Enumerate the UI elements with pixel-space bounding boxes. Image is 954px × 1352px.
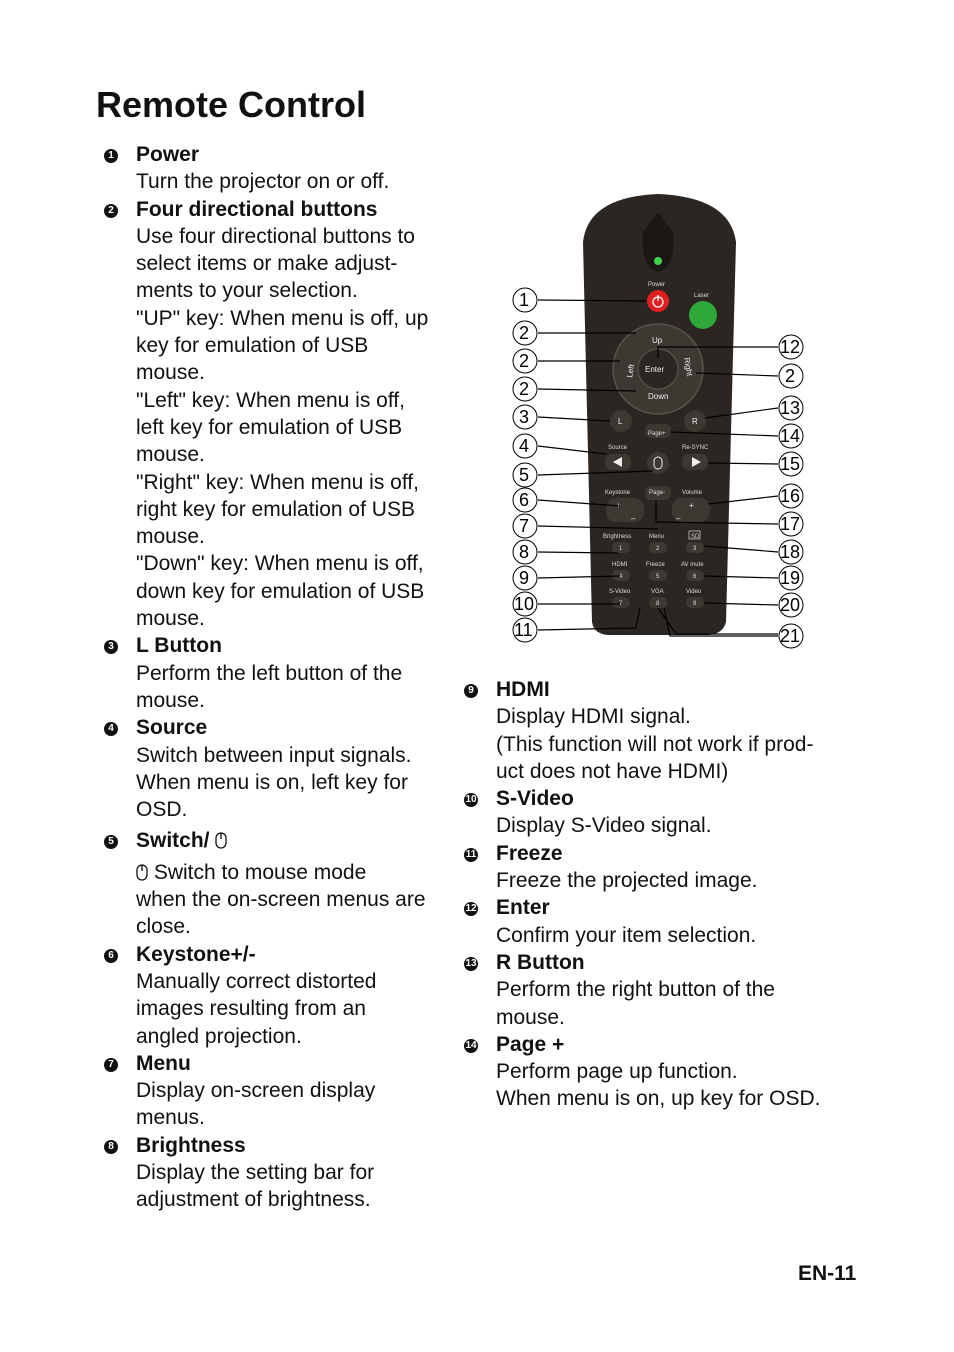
number-badge: 5 xyxy=(104,835,118,849)
mouse-icon xyxy=(136,863,148,881)
item-text: left key for emulation of USB xyxy=(136,415,403,439)
item-text: select items or make adjust- xyxy=(136,252,398,276)
item-keystone xyxy=(104,941,454,1050)
item-r-button xyxy=(464,949,864,1031)
item-text-inline: Switch to mouse mode xyxy=(153,860,367,884)
item-power xyxy=(104,141,454,196)
indicator-led xyxy=(654,257,662,265)
item-text: "Down" key: When menu is off, xyxy=(136,552,424,576)
item-title: HDMI xyxy=(496,678,550,701)
power-label: Power xyxy=(648,282,666,288)
callout-number: 2 xyxy=(785,366,796,386)
item-text: mouse. xyxy=(136,607,205,631)
item-text: Display S-Video signal. xyxy=(496,814,712,838)
callout-number: 4 xyxy=(519,436,530,456)
number-badge: 11 xyxy=(465,848,477,860)
item-text: (This function will not work if prod- xyxy=(496,732,814,756)
minus-glyph: – xyxy=(676,514,681,523)
item-source xyxy=(104,714,454,823)
item-text: mouse. xyxy=(136,443,205,467)
item-text: mouse. xyxy=(136,525,205,549)
key-4-label: 4 xyxy=(619,574,623,580)
item-text: mouse. xyxy=(496,1005,565,1029)
item-brightness xyxy=(104,1132,454,1214)
item-text: Confirm your item selection. xyxy=(496,923,757,947)
item-page-plus xyxy=(464,1031,864,1113)
item-text: Turn the projector on or off. xyxy=(136,170,390,194)
callout-number: 1 xyxy=(519,290,530,310)
key-7-label: 7 xyxy=(619,601,623,607)
item-title: Page + xyxy=(496,1032,565,1056)
callout-number: 18 xyxy=(780,542,801,562)
callout-number: 8 xyxy=(519,542,530,562)
number-badge: 6 xyxy=(104,949,118,963)
key-9-label: 9 xyxy=(693,601,697,607)
key-6-label: 6 xyxy=(693,574,697,580)
up-label: Up xyxy=(652,336,663,345)
callout-number: 21 xyxy=(780,626,801,646)
item-title: Freeze xyxy=(496,841,563,865)
mouse-icon xyxy=(215,831,227,849)
key-1-label: 1 xyxy=(619,546,623,552)
key-3-label: 3 xyxy=(693,546,697,552)
item-title: Power xyxy=(136,143,200,166)
item-text: Freeze the projected image. xyxy=(496,869,758,893)
item-text: Display on-screen display xyxy=(136,1079,376,1103)
video-label: Video xyxy=(686,589,702,595)
item-title: L Button xyxy=(136,634,222,658)
item-text: when the on-screen menus are xyxy=(136,888,426,912)
freeze-label: Freeze xyxy=(646,562,665,568)
item-title: S-Video xyxy=(496,787,574,811)
key-8-label: 8 xyxy=(656,601,660,607)
l-label: L xyxy=(618,417,623,426)
item-text: Switch between input signals. xyxy=(136,743,412,767)
callout-number: 12 xyxy=(780,337,801,357)
keystone-label: Keystone xyxy=(605,490,631,496)
item-text: close. xyxy=(136,915,191,939)
hdmi-label: HDMI xyxy=(612,562,628,568)
item-text: Use four directional buttons to xyxy=(136,224,415,248)
item-menu xyxy=(104,1050,454,1132)
enter-label: Enter xyxy=(645,365,665,374)
item-text: Perform the right button of the xyxy=(496,978,775,1002)
item-text: menus. xyxy=(136,1106,205,1130)
page-minus-label: Page- xyxy=(649,490,666,496)
item-text: Manually correct distorted xyxy=(136,969,377,993)
callout-number: 13 xyxy=(780,398,801,418)
item-text: mouse. xyxy=(136,361,205,385)
left-label: Left xyxy=(625,363,637,379)
number-badge: 14 xyxy=(465,1039,477,1051)
item-title: Brightness xyxy=(136,1133,246,1157)
item-text: "Right" key: When menu is off, xyxy=(136,470,419,494)
number-badge: 4 xyxy=(104,722,118,736)
callout-number: 7 xyxy=(519,516,530,536)
callout-number: 6 xyxy=(519,490,530,510)
number-badge: 9 xyxy=(464,684,478,698)
number-badge: 2 xyxy=(104,204,118,218)
number-badge: 13 xyxy=(465,957,477,969)
item-text: "UP" key: When menu is off, up xyxy=(136,306,429,330)
item-freeze xyxy=(464,840,864,895)
right-column xyxy=(464,676,864,1113)
callout-number: 15 xyxy=(780,454,801,474)
item-text: Display HDMI signal. xyxy=(496,705,691,729)
brightness-label: Brightness xyxy=(603,534,632,540)
number-badge: 3 xyxy=(104,640,118,654)
item-text: adjustment of brightness. xyxy=(136,1188,371,1212)
item-text: "Left" key: When menu is off, xyxy=(136,388,405,412)
keystone-button[interactable] xyxy=(606,498,644,522)
item-title: Four directional buttons xyxy=(136,197,378,221)
item-text: Display the setting bar for xyxy=(136,1160,375,1184)
callout-number: 20 xyxy=(780,595,801,615)
callout-number: 14 xyxy=(780,426,801,446)
volume-label: Volume xyxy=(682,490,703,496)
item-title: R Button xyxy=(496,950,585,974)
item-text: When menu is on, up key for OSD. xyxy=(496,1087,821,1111)
item-l-button xyxy=(104,632,454,714)
callout-number: 16 xyxy=(780,486,801,506)
minus-glyph: – xyxy=(631,514,636,523)
item-title xyxy=(136,827,454,854)
number-badge: 10 xyxy=(465,794,477,806)
page-number: EN-11 xyxy=(798,1262,857,1285)
item-text xyxy=(136,859,454,886)
right-label: Right xyxy=(682,356,695,377)
callouts-right xyxy=(779,335,803,648)
r-label: R xyxy=(692,417,698,426)
callout-number: 10 xyxy=(514,594,535,614)
callout-number: 9 xyxy=(519,568,530,588)
sd-label: SD xyxy=(691,534,700,540)
callout-number: 3 xyxy=(519,407,530,427)
item-title: Keystone+/- xyxy=(136,942,256,966)
page-title: Remote Control xyxy=(96,84,366,125)
item-text: key for emulation of USB xyxy=(136,334,369,358)
down-label: Down xyxy=(648,392,669,401)
callout-number: 11 xyxy=(514,620,533,640)
callout-number: 2 xyxy=(519,323,530,343)
item-text: ments to your selection. xyxy=(136,279,358,303)
menu-label: Menu xyxy=(649,534,665,540)
item-text: mouse. xyxy=(136,688,205,712)
vga-label: VGA xyxy=(651,589,664,595)
callout-number: 5 xyxy=(519,465,530,485)
item-title: Menu xyxy=(136,1051,191,1075)
item-svideo xyxy=(464,785,864,840)
remote-illustration xyxy=(508,192,808,652)
laser-label: Laser xyxy=(694,293,710,299)
item-text: Perform page up function. xyxy=(496,1060,738,1084)
resync-label: Re-SYNC xyxy=(682,445,709,451)
key-2-label: 2 xyxy=(656,546,660,552)
item-title: Source xyxy=(136,716,208,740)
plus-glyph: + xyxy=(616,501,621,510)
item-title-text: Switch/ xyxy=(136,829,210,853)
callout-number: 2 xyxy=(519,351,530,371)
item-text: down key for emulation of USB xyxy=(136,579,425,603)
callout-number: 17 xyxy=(780,514,801,534)
item-four-directional xyxy=(104,196,454,633)
key-5-label: 5 xyxy=(656,574,660,580)
item-text: OSD. xyxy=(136,798,188,822)
source-label: Source xyxy=(608,445,628,451)
laser-button[interactable] xyxy=(689,301,717,329)
item-text: right key for emulation of USB xyxy=(136,497,415,521)
remote-svg xyxy=(508,192,808,652)
number-badge: 1 xyxy=(104,149,118,163)
number-badge: 7 xyxy=(104,1058,118,1072)
item-text: angled projection. xyxy=(136,1024,302,1048)
item-text: uct does not have HDMI) xyxy=(496,759,729,783)
callout-number: 2 xyxy=(519,379,530,399)
item-hdmi xyxy=(464,676,864,785)
item-enter xyxy=(464,894,864,949)
item-text: images resulting from an xyxy=(136,997,366,1021)
plus-glyph: + xyxy=(689,501,694,510)
left-column xyxy=(104,141,454,1214)
item-switch xyxy=(104,827,454,940)
callouts-left xyxy=(513,288,537,642)
svideo-label: S-Video xyxy=(609,589,631,595)
number-badge: 12 xyxy=(465,903,477,915)
avmute-label: AV mute xyxy=(681,562,704,568)
item-title: Enter xyxy=(496,896,550,920)
page-plus-label: Page+ xyxy=(648,431,666,437)
callout-number: 19 xyxy=(780,568,801,588)
number-badge: 8 xyxy=(104,1140,118,1154)
item-text: Perform the left button of the xyxy=(136,661,403,685)
item-text: When menu is on, left key for xyxy=(136,770,408,794)
